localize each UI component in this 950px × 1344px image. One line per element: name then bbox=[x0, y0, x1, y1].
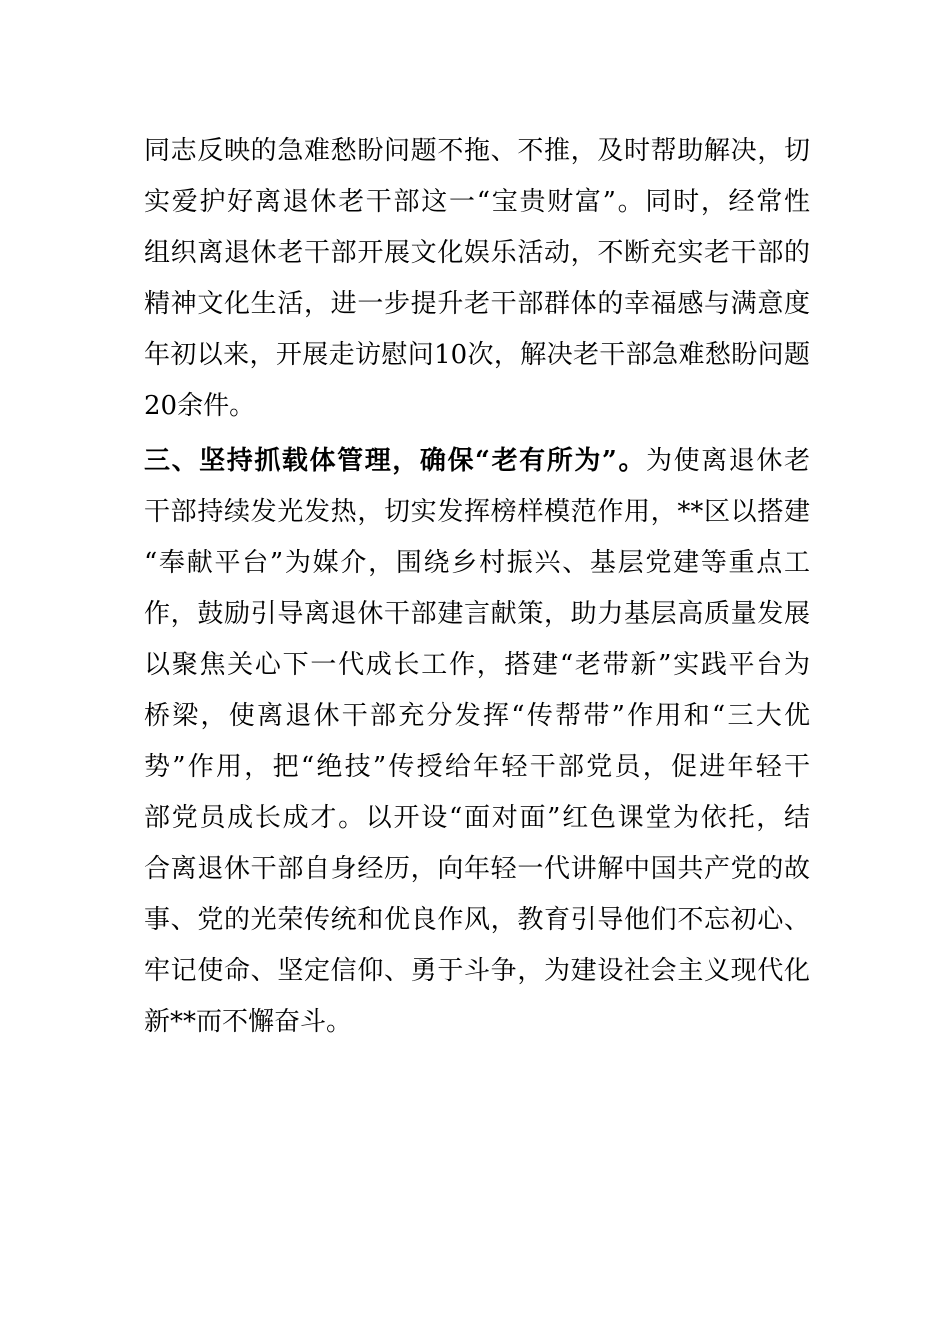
paragraph-2-line: 牢记使命、坚定信仰、勇于斗争，为建设社会主义现代化 bbox=[144, 956, 810, 986]
paragraph-1-line: 组织离退休老干部开展文化娱乐活动，不断充实老干部的 bbox=[144, 238, 810, 268]
paragraph-1-line: 20余件。 bbox=[144, 391, 256, 421]
paragraph-2-first-line-rest: 为使离退休老 bbox=[646, 446, 810, 476]
paragraph-2-line: 事、党的光荣传统和优良作风，教育引导他们不忘初心、 bbox=[144, 905, 810, 935]
paragraph-1-line: 精神文化生活，进一步提升老干部群体的幸福感与满意度 bbox=[144, 289, 810, 319]
paragraph-2-line: 新**而不懈奋斗。 bbox=[144, 1007, 353, 1037]
paragraph-2-line: 作，鼓励引导离退休干部建言献策，助力基层高质量发展 bbox=[144, 599, 810, 629]
paragraph-1-line: 同志反映的急难愁盼问题不拖、不推，及时帮助解决，切 bbox=[144, 136, 810, 166]
paragraph-2-line: 势”作用，把“绝技”传授给年轻干部党员，促进年轻干 bbox=[144, 752, 810, 782]
paragraph-2-line: 桥梁，使离退休干部充分发挥“传帮带”作用和“三大优 bbox=[144, 701, 810, 731]
paragraph-1-line: 年初以来，开展走访慰问10次，解决老干部急难愁盼问题 bbox=[144, 340, 810, 370]
paragraph-2-line: 以聚焦关心下一代成长工作，搭建“老带新”实践平台为 bbox=[144, 650, 810, 680]
paragraph-2-line: “奉献平台”为媒介，围绕乡村振兴、基层党建等重点工 bbox=[144, 548, 810, 578]
section-heading: 三、坚持抓载体管理，确保“老有所为”。 bbox=[144, 446, 647, 476]
paragraph-1 bbox=[144, 126, 810, 432]
paragraph-2 bbox=[144, 436, 810, 1048]
paragraph-1-line: 实爱护好离退休老干部这一“宝贵财富”。同时，经常性 bbox=[144, 187, 810, 217]
paragraph-2-line: 干部持续发光发热，切实发挥榜样模范作用，**区以搭建 bbox=[144, 497, 810, 527]
paragraph-2-line: 部党员成长成才。以开设“面对面”红色课堂为依托，结 bbox=[144, 803, 810, 833]
paragraph-2-first-line bbox=[144, 436, 810, 487]
paragraph-2-line: 合离退休干部自身经历，向年轻一代讲解中国共产党的故 bbox=[144, 854, 810, 884]
